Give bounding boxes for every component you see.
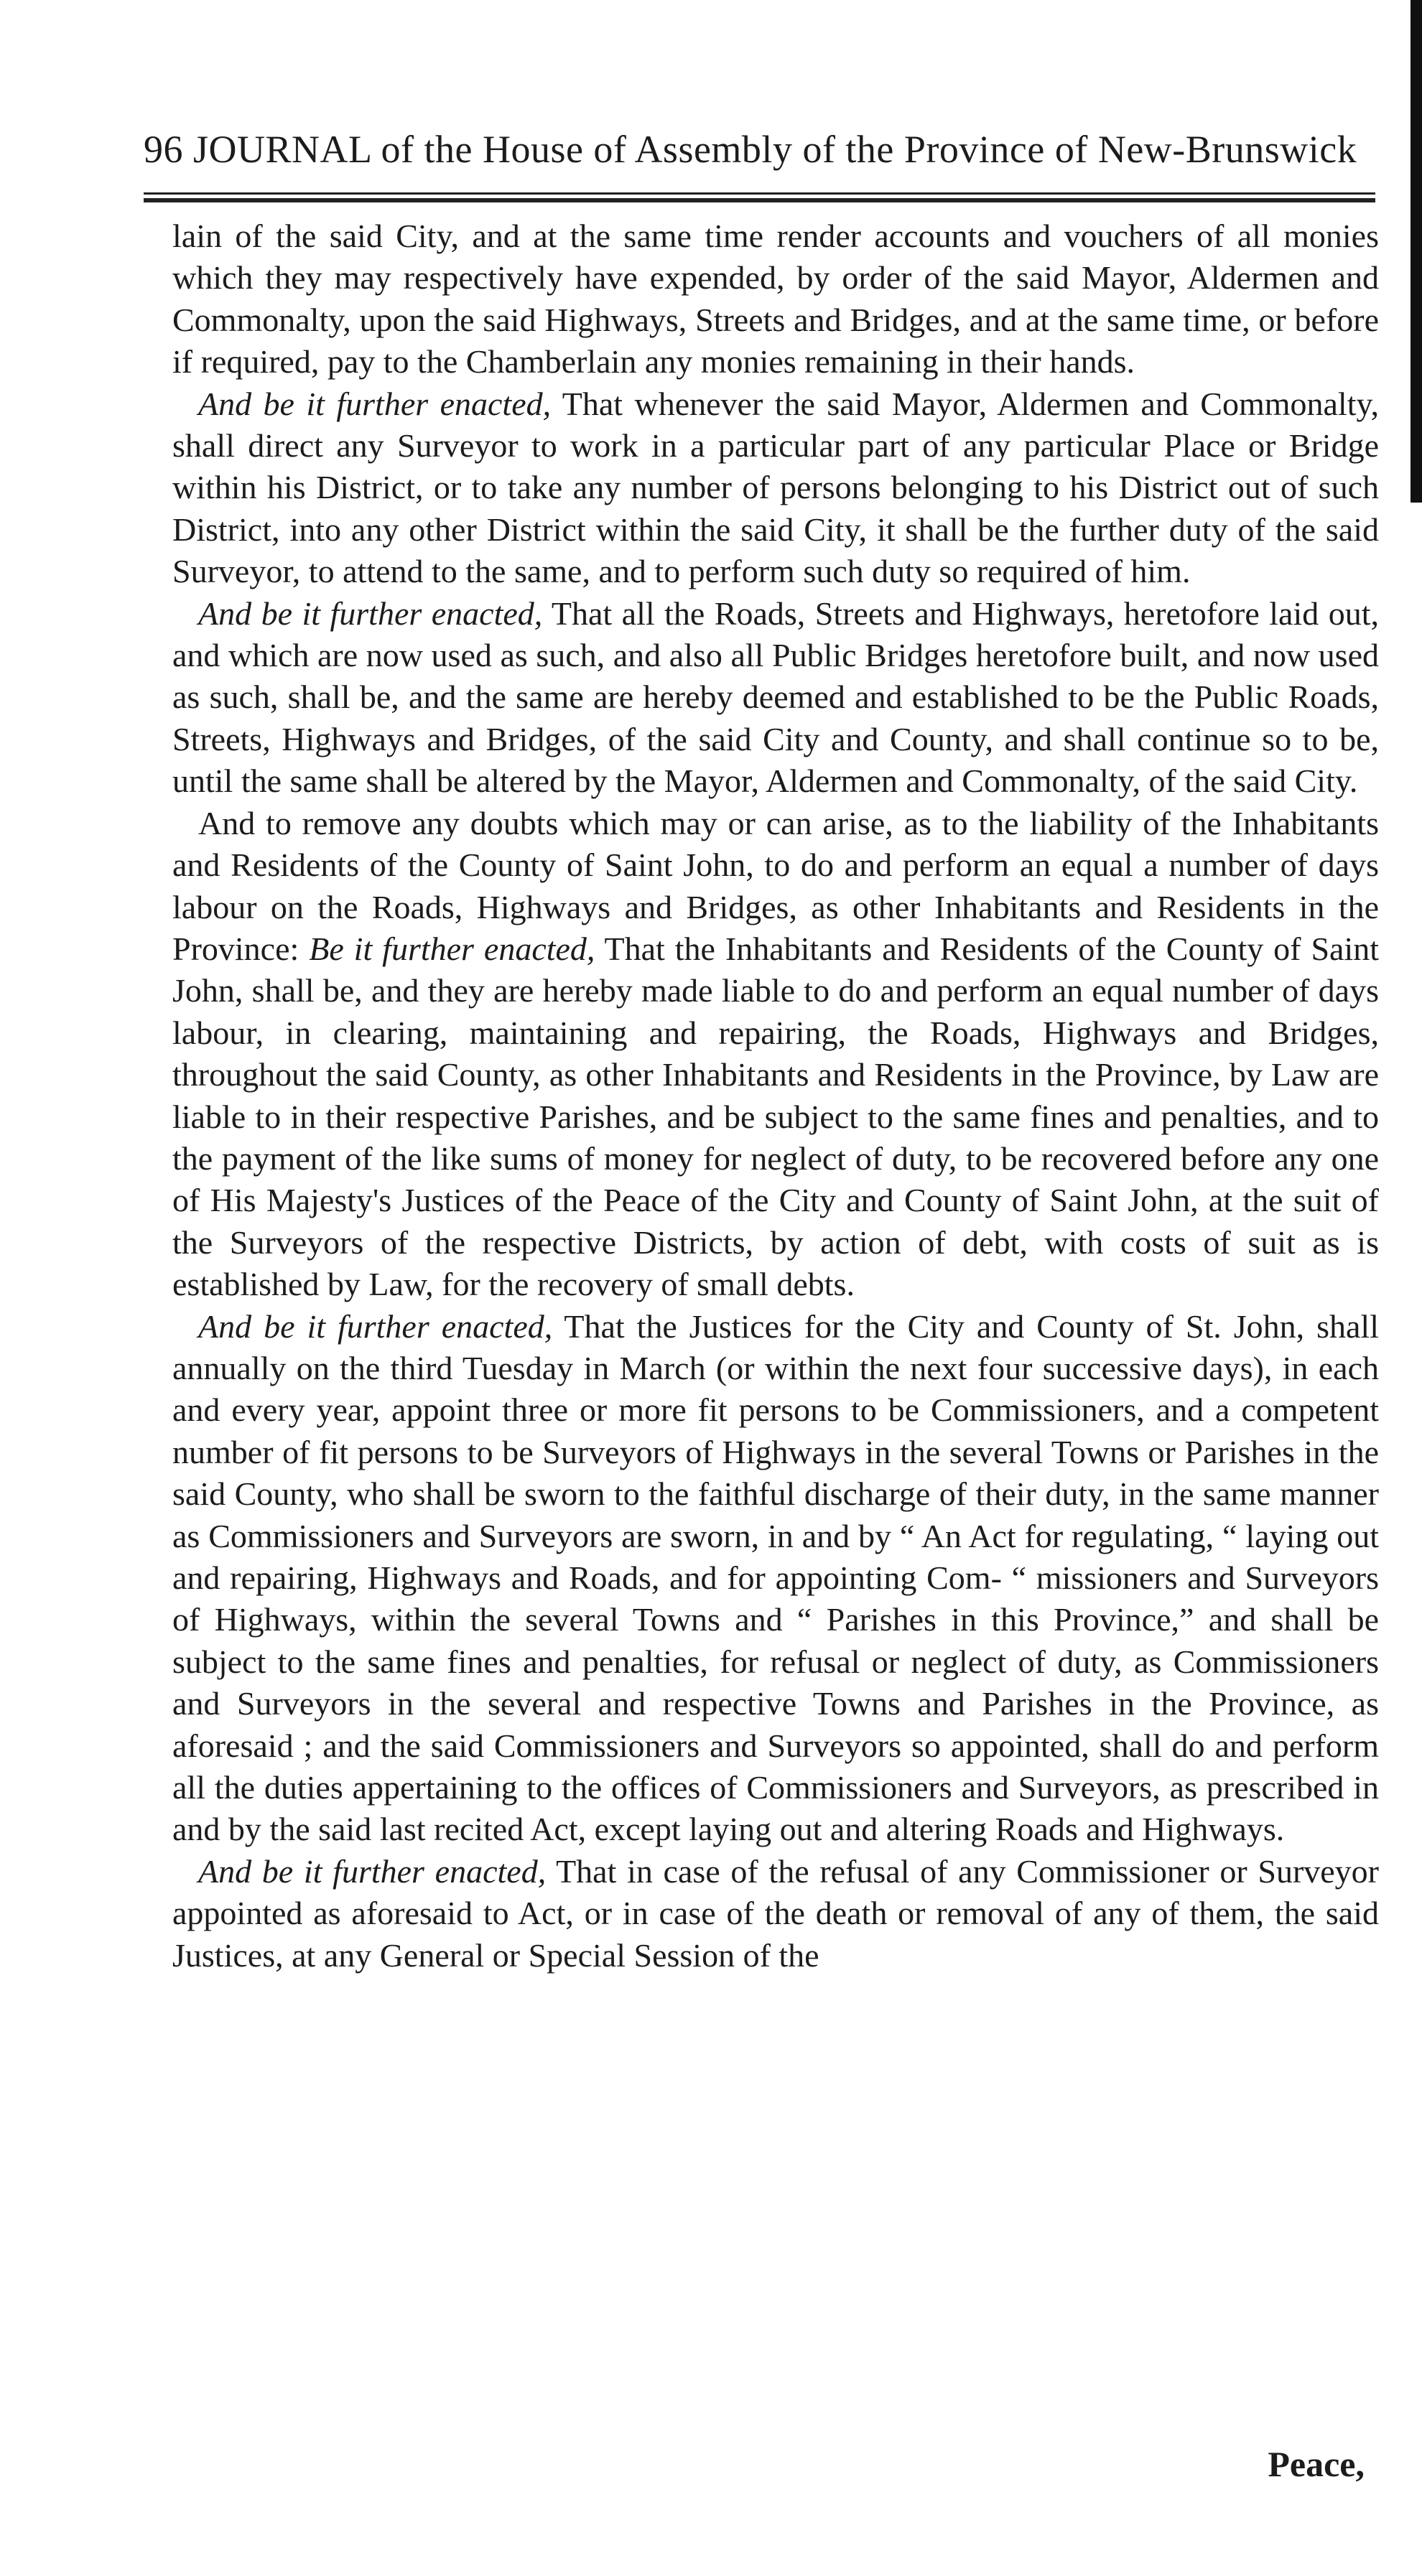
page-number: 96: [144, 128, 183, 171]
enacting-clause: And be it further enacted,: [198, 594, 543, 632]
paragraph-4: [172, 803, 1379, 1306]
enacting-clause: And be it further enacted,: [198, 385, 552, 422]
paragraph-1: [172, 215, 1379, 383]
page-edge-shadow: [1411, 0, 1422, 503]
enacting-clause: And be it further enacted,: [198, 1307, 553, 1345]
paragraph-3-text: That all the Roads, Streets and Highways, heretofore laid out, and which are now used as such, and also all Public Bridges heretofore built, and now used as such, shall be, and the same are hereby deemed and established to be the Public Roads, Streets, Highways and Bridges, of the said City and County, and shall continue so to be, until the same shall be altered by the Mayor, Aldermen and Commonalty, of the said City.: [172, 594, 1379, 800]
paragraph-4-text: And to remove any doubts which may or can arise, as to the liability of the Inhabitants and Residents of the County of Saint John, to do and perform an equal a number of days labour on the Roads, Highways and Bridges, as other Inhabitants and Residents in the Province:: [172, 804, 1379, 967]
paragraph-5: [172, 1306, 1379, 1851]
header-rule-thin: [144, 192, 1375, 195]
paragraph-6-text: That in case of the refusal of any Commissioner or Surveyor appointed as aforesaid to Act, or in case of the death or removal of any of them, the said Justices, at any General or Special Session of the: [172, 1852, 1379, 1974]
header-double-rule: [144, 192, 1375, 202]
paragraph-5-text: That the Justices for the City and County of St. John, shall annually on the third Tuesday in March (or within the next four successive days), in each and every year, appoint three or more fit persons to be Commissioners, and a competent number of fit persons to be Surveyors of Highways in the several Towns or Parishes in the said County, who shall be sworn to the faithful discharge of their duty, in the same manner as Commissioners and Surveyors are sworn, in and by “ An Act for regulating, “ laying out and repairing, Highways and Roads, and for appointing Com- “ missioners and Surveyors of Highways, within the several Towns and “ Parishes in this Province,” and shall be subject to the same fines and penalties, for refusal or neglect of duty, as Commissioners and Surveyors in the several and respective Towns and Parishes in the Province, as aforesaid ; and the said Commissioners and Surveyors so appointed, shall do and perform all the duties appertaining to the offices of Commissioners and Surveyors, as prescribed in and by the said last recited Act, except laying out and altering Roads and Highways.: [172, 1307, 1379, 1848]
paragraph-6: [172, 1851, 1379, 1977]
running-header: [144, 121, 1379, 178]
paragraph-2-text: That whenever the said Mayor, Aldermen and Commonalty, shall direct any Surveyor to work in a particular part of any particular Place or Bridge within his District, or to take any number of persons belonging to his District out of such District, into any other District within the said City, it shall be the further duty of the said Surveyor, to attend to the same, and to perform such duty so required of him.: [172, 385, 1380, 590]
catchword: Peace,: [1268, 2444, 1365, 2484]
header-rule-thick: [144, 198, 1375, 202]
enacting-clause: Be it further enacted,: [309, 930, 595, 967]
enacting-clause: And be it further enacted,: [198, 1852, 547, 1890]
paragraph-2: [172, 383, 1379, 593]
running-title: JOURNAL of the House of Assembly of the Province of New-Brunswick: [193, 128, 1357, 171]
paragraph-1-text: lain of the said City, and at the same time render accounts and vouchers of all monies which they may respectively have expended, by order of the said Mayor, Aldermen and Commonalty, upon the said Highways, Streets and Bridges, and at the same time, or before if required, pay to the Chamberlain any monies remaining in their hands.: [172, 218, 1379, 381]
paragraph-4-text-after: That the Inhabitants and Residents of the County of Saint John, shall be, and they are hereby made liable to do and perform an equal number of days labour, in clearing, maintaining and repairing, the Roads, Highways and Bridges, throughout the said County, as other Inhabitants and Residents in the Province, by Law are liable to in their respective Parishes, and be subject to the same fines and penalties, and to the payment of the like sums of money for neglect of duty, to be recovered before any one of His Majesty's Justices of the Peace of the City and County of Saint John, at the suit of the Surveyors of the respective Districts, by action of debt, with costs of suit as is established by Law, for the recovery of small debts.: [172, 930, 1379, 1303]
paragraph-3: [172, 593, 1379, 803]
body-text: [172, 215, 1379, 1977]
